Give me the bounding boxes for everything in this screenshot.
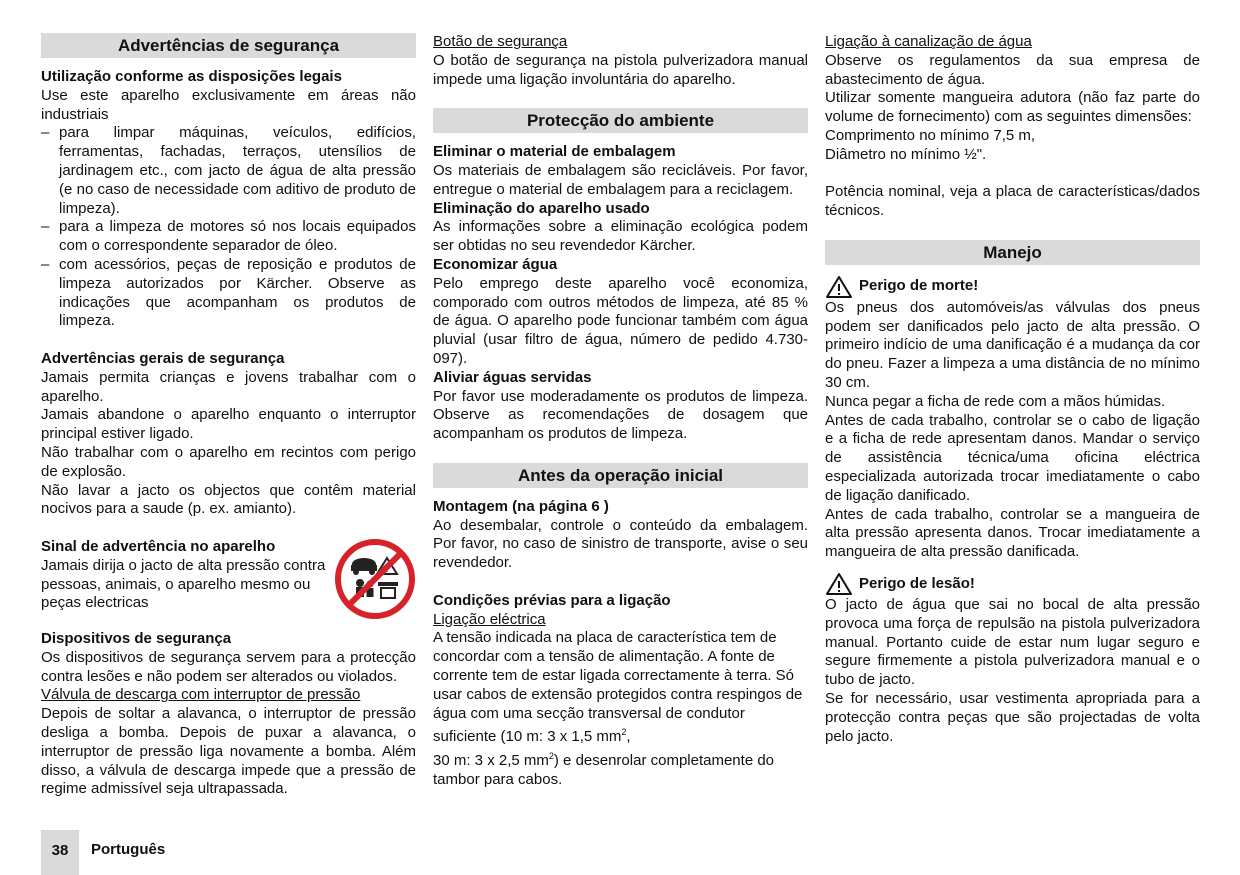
- warning-sign-text: Jamais dirija o jacto de alta pressão contra pessoas, animais, o aparelho mesmo ou peças electricas: [41, 556, 326, 612]
- paragraph: Potência nominal, veja a placa de características/dados técnicos.: [825, 183, 1200, 220]
- language-label: Português: [91, 841, 166, 858]
- warning-sign-block: [41, 538, 416, 620]
- paragraph: Se for necessário, usar vestimenta apropriada para a protecção contra peças que são projectadas de volta pelo jacto.: [825, 689, 1200, 745]
- heading-waste-water: Aliviar águas servidas: [433, 368, 592, 386]
- subheading-relief-valve: Válvula de descarga com interruptor de pressão: [41, 686, 361, 704]
- paragraph: Comprimento no mínimo 7,5 m,: [825, 126, 1036, 144]
- danger-heading: [825, 275, 1200, 299]
- page-number: 38: [41, 830, 79, 875]
- heading-packaging: Eliminar o material de embalagem: [433, 143, 676, 161]
- paragraph: Não trabalhar com o aparelho em recintos com perigo de explosão.: [41, 443, 416, 480]
- heading-warning-sign: Sinal de advertência no aparelho: [41, 537, 276, 555]
- heading-general-safety: Advertências gerais de segurança: [41, 349, 285, 367]
- heading-safety-devices: Dispositivos de segurança: [41, 629, 232, 647]
- heading-intended-use: Utilização conforme as disposições legais: [41, 68, 342, 85]
- intended-use-list: [41, 124, 416, 331]
- column-2: [433, 33, 808, 790]
- warning-triangle-icon: [825, 572, 853, 596]
- section-band-safety: Advertências de segurança: [41, 33, 416, 58]
- paragraph: Jamais abandone o aparelho enquanto o interruptor principal estiver ligado.: [41, 406, 416, 443]
- column-1: [41, 33, 416, 799]
- list-item: – com acessórios, peças de reposição e produtos de limpeza autorizados por Kärcher. Observe as indicações que acompanham os produtos de limpeza.: [41, 256, 416, 331]
- subheading-electrical: Ligação eléctrica: [433, 610, 546, 628]
- safety-devices-text: Os dispositivos de segurança servem para a protecção contra lesões e não podem ser alterados ou violados.: [41, 648, 416, 685]
- subheading-water-connection: Ligação à canalização de água: [825, 33, 1032, 50]
- section-band-environment: Protecção do ambiente: [433, 108, 808, 133]
- heading-disposal: Eliminação do aparelho usado: [433, 199, 650, 217]
- relief-valve-text: Depois de soltar a alavanca, o interruptor de pressão desliga a bomba. Depois de puxar a alavanca, o interruptor de pressão liga novamente a bomba. Além disso, a válvula de descarga impede que a pressão de regime admissível seja ultrapassada.: [41, 705, 416, 798]
- paragraph: Utilizar somente mangueira adutora (não faz parte do volume de fornecimento) com as seguintes dimensões:: [825, 89, 1200, 126]
- waste-water-text: Por favor use moderadamente os produtos de limpeza. Observe as recomendações de dosagem que acompanham os produtos de limpeza.: [433, 387, 808, 443]
- heading-assembly: Montagem (na página 6 ): [433, 497, 609, 515]
- warning-triangle-icon: [825, 275, 853, 299]
- paragraph: Observe os regulamentos da sua empresa de abastecimento de água.: [825, 51, 1200, 88]
- heading-connection-prerequisites: Condições prévias para a ligação: [433, 591, 671, 609]
- paragraph: Antes de cada trabalho, controlar se a mangueira de alta pressão apresenta danos. Trocar imediatamente a mangueira de alta pressão danificada.: [825, 505, 1200, 561]
- danger-heading-label: Perigo de morte!: [859, 277, 979, 295]
- page-footer: [41, 830, 165, 875]
- list-item: – para limpar máquinas, veículos, edifícios, ferramentas, fachadas, terraços, utensílios de jardinagem etc., com jacto de água de alta pressão (e no caso de necessidade com aditivo de produto de limpeza).: [41, 124, 416, 218]
- paragraph: Não lavar a jacto os objectos que contêm material nocivos para a saude (p. ex. amianto).: [41, 481, 416, 518]
- electrical-text: A tensão indicada na placa de característica tem de concordar com a tensão de alimentação. A fonte de corrente tem de estar ligada correctamente à terra. Só usar cabos de extensão protegidos contra respingos de água com uma secção transversal de condutor suficiente (10 m: 3 x 1,5 $mm^2$, 30 m: 3 x 2,5 $mm^2$) e desenrolar completamente do tambor para cabos.: [433, 629, 803, 788]
- subheading-safety-button: Botão de segurança: [433, 33, 568, 50]
- heading-save-water: Economizar água: [433, 255, 558, 273]
- paragraph: Diâmetro no mínimo ½".: [825, 145, 987, 163]
- assembly-text: Ao desembalar, controle o conteúdo da embalagem. Por favor, no caso de sinistro de transporte, avise o seu revendedor.: [433, 516, 808, 572]
- disposal-text: As informações sobre a eliminação ecológica podem ser obtidas no seu revendedor Kärcher.: [433, 218, 808, 255]
- no-spray-warning-icon: [334, 538, 416, 620]
- save-water-text: Pelo emprego deste aparelho você economiza, comporado com outros métodos de limpeza, até 85 % de água. O aparelho pode funcionar também com água pluvial (usar filtro de água, número de pedido 4.730-097).: [433, 274, 808, 367]
- section-band-operation: Manejo: [825, 240, 1200, 265]
- safety-button-text: O botão de segurança na pistola pulverizadora manual impede uma ligação involuntária do aparelho.: [433, 51, 808, 88]
- injury-heading-label: Perigo de lesão!: [859, 574, 975, 592]
- list-item: – para a limpeza de motores só nos locais equipados com o correspondente separador de óleo.: [41, 218, 416, 256]
- paragraph: Antes de cada trabalho, controlar se o cabo de ligação e a ficha de rede apresentam danos. Mandar o serviço de assistência técnica/uma oficina eléctrica especializada autorizada trocar imediatamente o cabo de ligação danificado.: [825, 411, 1200, 504]
- intended-use-intro: Use este aparelho exclusivamente em áreas não industriais: [41, 86, 416, 123]
- packaging-text: Os materiais de embalagem são recicláveis. Por favor, entregue o material de embalagem para a reciclagem.: [433, 161, 808, 198]
- injury-heading: [825, 572, 1200, 596]
- paragraph: O jacto de água que sai no bocal de alta pressão provoca uma força de repulsão na pistola pulverizadora manual. Portanto cuide de estar num lugar seguro e segure firmemente a pistola pulverizadora manual e o tubo de jacto.: [825, 595, 1200, 689]
- section-band-before-start: Antes da operação inicial: [433, 463, 808, 488]
- column-3: [825, 33, 1200, 746]
- paragraph: Os pneus dos automóveis/as válvulas dos pneus podem ser danificados pelo jacto de alta pressão. O primeiro indício de uma danificação é a mudança da cor do pneu. Fazer a limpeza a uma distância de no mínimo 30 cm.: [825, 298, 1200, 391]
- paragraph: Nunca pegar a ficha de rede com a mãos húmidas.: [825, 392, 1166, 410]
- paragraph: Jamais permita crianças e jovens trabalhar com o aparelho.: [41, 368, 416, 405]
